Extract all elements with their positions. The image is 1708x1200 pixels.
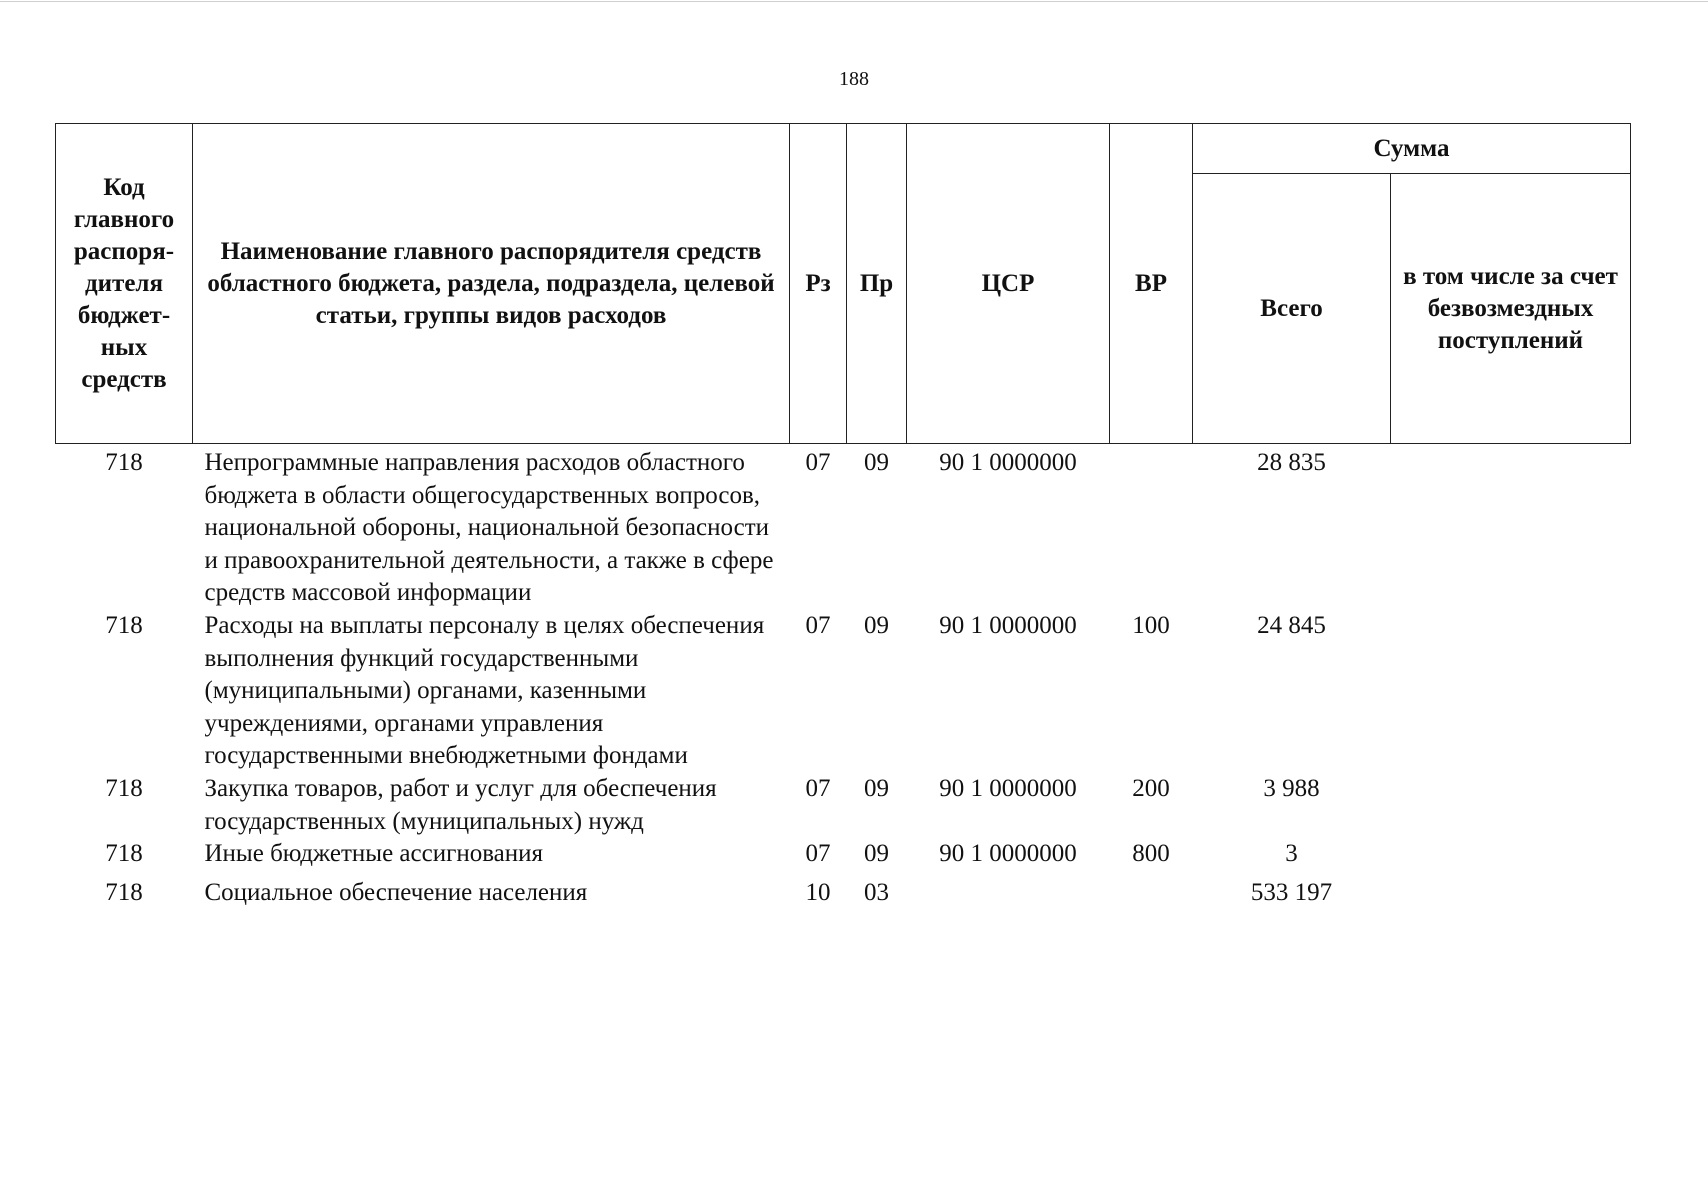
- cell-code: 718: [105, 878, 143, 906]
- cell-vr: 100: [1132, 611, 1170, 639]
- cell-rz: 07: [805, 840, 831, 868]
- header-name: Наименование главного распорядителя средств областного бюджета, раздела, подраздела, целевой статьи, группы видов расходов: [193, 124, 790, 444]
- cell-code: 718: [105, 611, 143, 639]
- table-row: [56, 773, 1631, 838]
- cell-vr: 800: [1132, 840, 1170, 868]
- cell-total: 24 845: [1257, 611, 1326, 639]
- cell-total: 533 197: [1250, 878, 1333, 906]
- cell-vr: [1110, 444, 1193, 610]
- cell-code: 718: [105, 840, 143, 868]
- cell-name: Иные бюджетные ассигнования: [204, 840, 544, 868]
- budget-table: [55, 123, 1631, 909]
- header-gratuitous: в том числе за счет безвозмездных поступлений: [1391, 174, 1631, 444]
- table-row: [56, 444, 1631, 610]
- cell-vr: [1110, 871, 1193, 910]
- cell-csr: 90 1 0000000: [939, 611, 1077, 639]
- cell-vr: 200: [1132, 774, 1170, 802]
- cell-csr: 90 1 0000000: [939, 774, 1077, 802]
- header-rz: Рз: [790, 124, 847, 444]
- header-code: Код главного распоря-дителя бюджет-ных средств: [56, 124, 193, 444]
- cell-code: 718: [105, 449, 143, 476]
- header-pr: Пр: [847, 124, 907, 444]
- cell-pr: 09: [864, 774, 889, 802]
- table-row: [56, 838, 1631, 871]
- cell-gratuitous: [1391, 871, 1631, 910]
- cell-pr: 09: [864, 611, 889, 639]
- page-number: 188: [839, 68, 869, 90]
- header-vr: ВР: [1110, 124, 1193, 444]
- cell-rz: 07: [805, 774, 831, 802]
- cell-csr: 90 1 0000000: [939, 840, 1077, 868]
- cell-gratuitous: [1391, 838, 1631, 871]
- header-summa: Сумма: [1193, 124, 1631, 174]
- header-total: Всего: [1193, 174, 1391, 444]
- cell-name: Социальное обеспечение населения: [204, 878, 588, 906]
- cell-rz: 10: [805, 878, 831, 906]
- cell-code: 718: [105, 774, 143, 802]
- cell-name: Непрограммные направления расходов областного бюджета в области общегосударственных вопросов, национальной обороны, национальной безопасности и правоохранительной деятельности, а также в сфере средств массовой информации: [204, 449, 774, 607]
- header-csr: ЦСР: [907, 124, 1110, 444]
- cell-rz: 07: [805, 449, 831, 476]
- cell-gratuitous: [1391, 444, 1631, 610]
- cell-pr: 03: [864, 878, 889, 906]
- cell-gratuitous: [1391, 773, 1631, 838]
- table-header: [56, 124, 1631, 444]
- cell-rz: 07: [805, 611, 831, 639]
- cell-name: Закупка товаров, работ и услуг для обеспечения государственных (муниципальных) нужд: [204, 774, 717, 835]
- top-border-line: [0, 1, 1708, 2]
- cell-pr: 09: [864, 840, 889, 868]
- cell-pr: 09: [864, 449, 889, 476]
- cell-gratuitous: [1391, 610, 1631, 773]
- cell-name: Расходы на выплаты персоналу в целях обеспечения выполнения функций государственными (муниципальными) органами, казенными учреждениями, органами управления государственными внебюджетными фондами: [204, 611, 765, 770]
- table-row: [56, 871, 1631, 910]
- cell-total: 3: [1285, 840, 1298, 868]
- table-row: [56, 610, 1631, 773]
- table-body: [56, 444, 1631, 910]
- cell-csr: [907, 871, 1110, 910]
- cell-total: 3 988: [1263, 774, 1320, 802]
- cell-total: 28 835: [1257, 449, 1326, 476]
- cell-csr: 90 1 0000000: [939, 449, 1077, 476]
